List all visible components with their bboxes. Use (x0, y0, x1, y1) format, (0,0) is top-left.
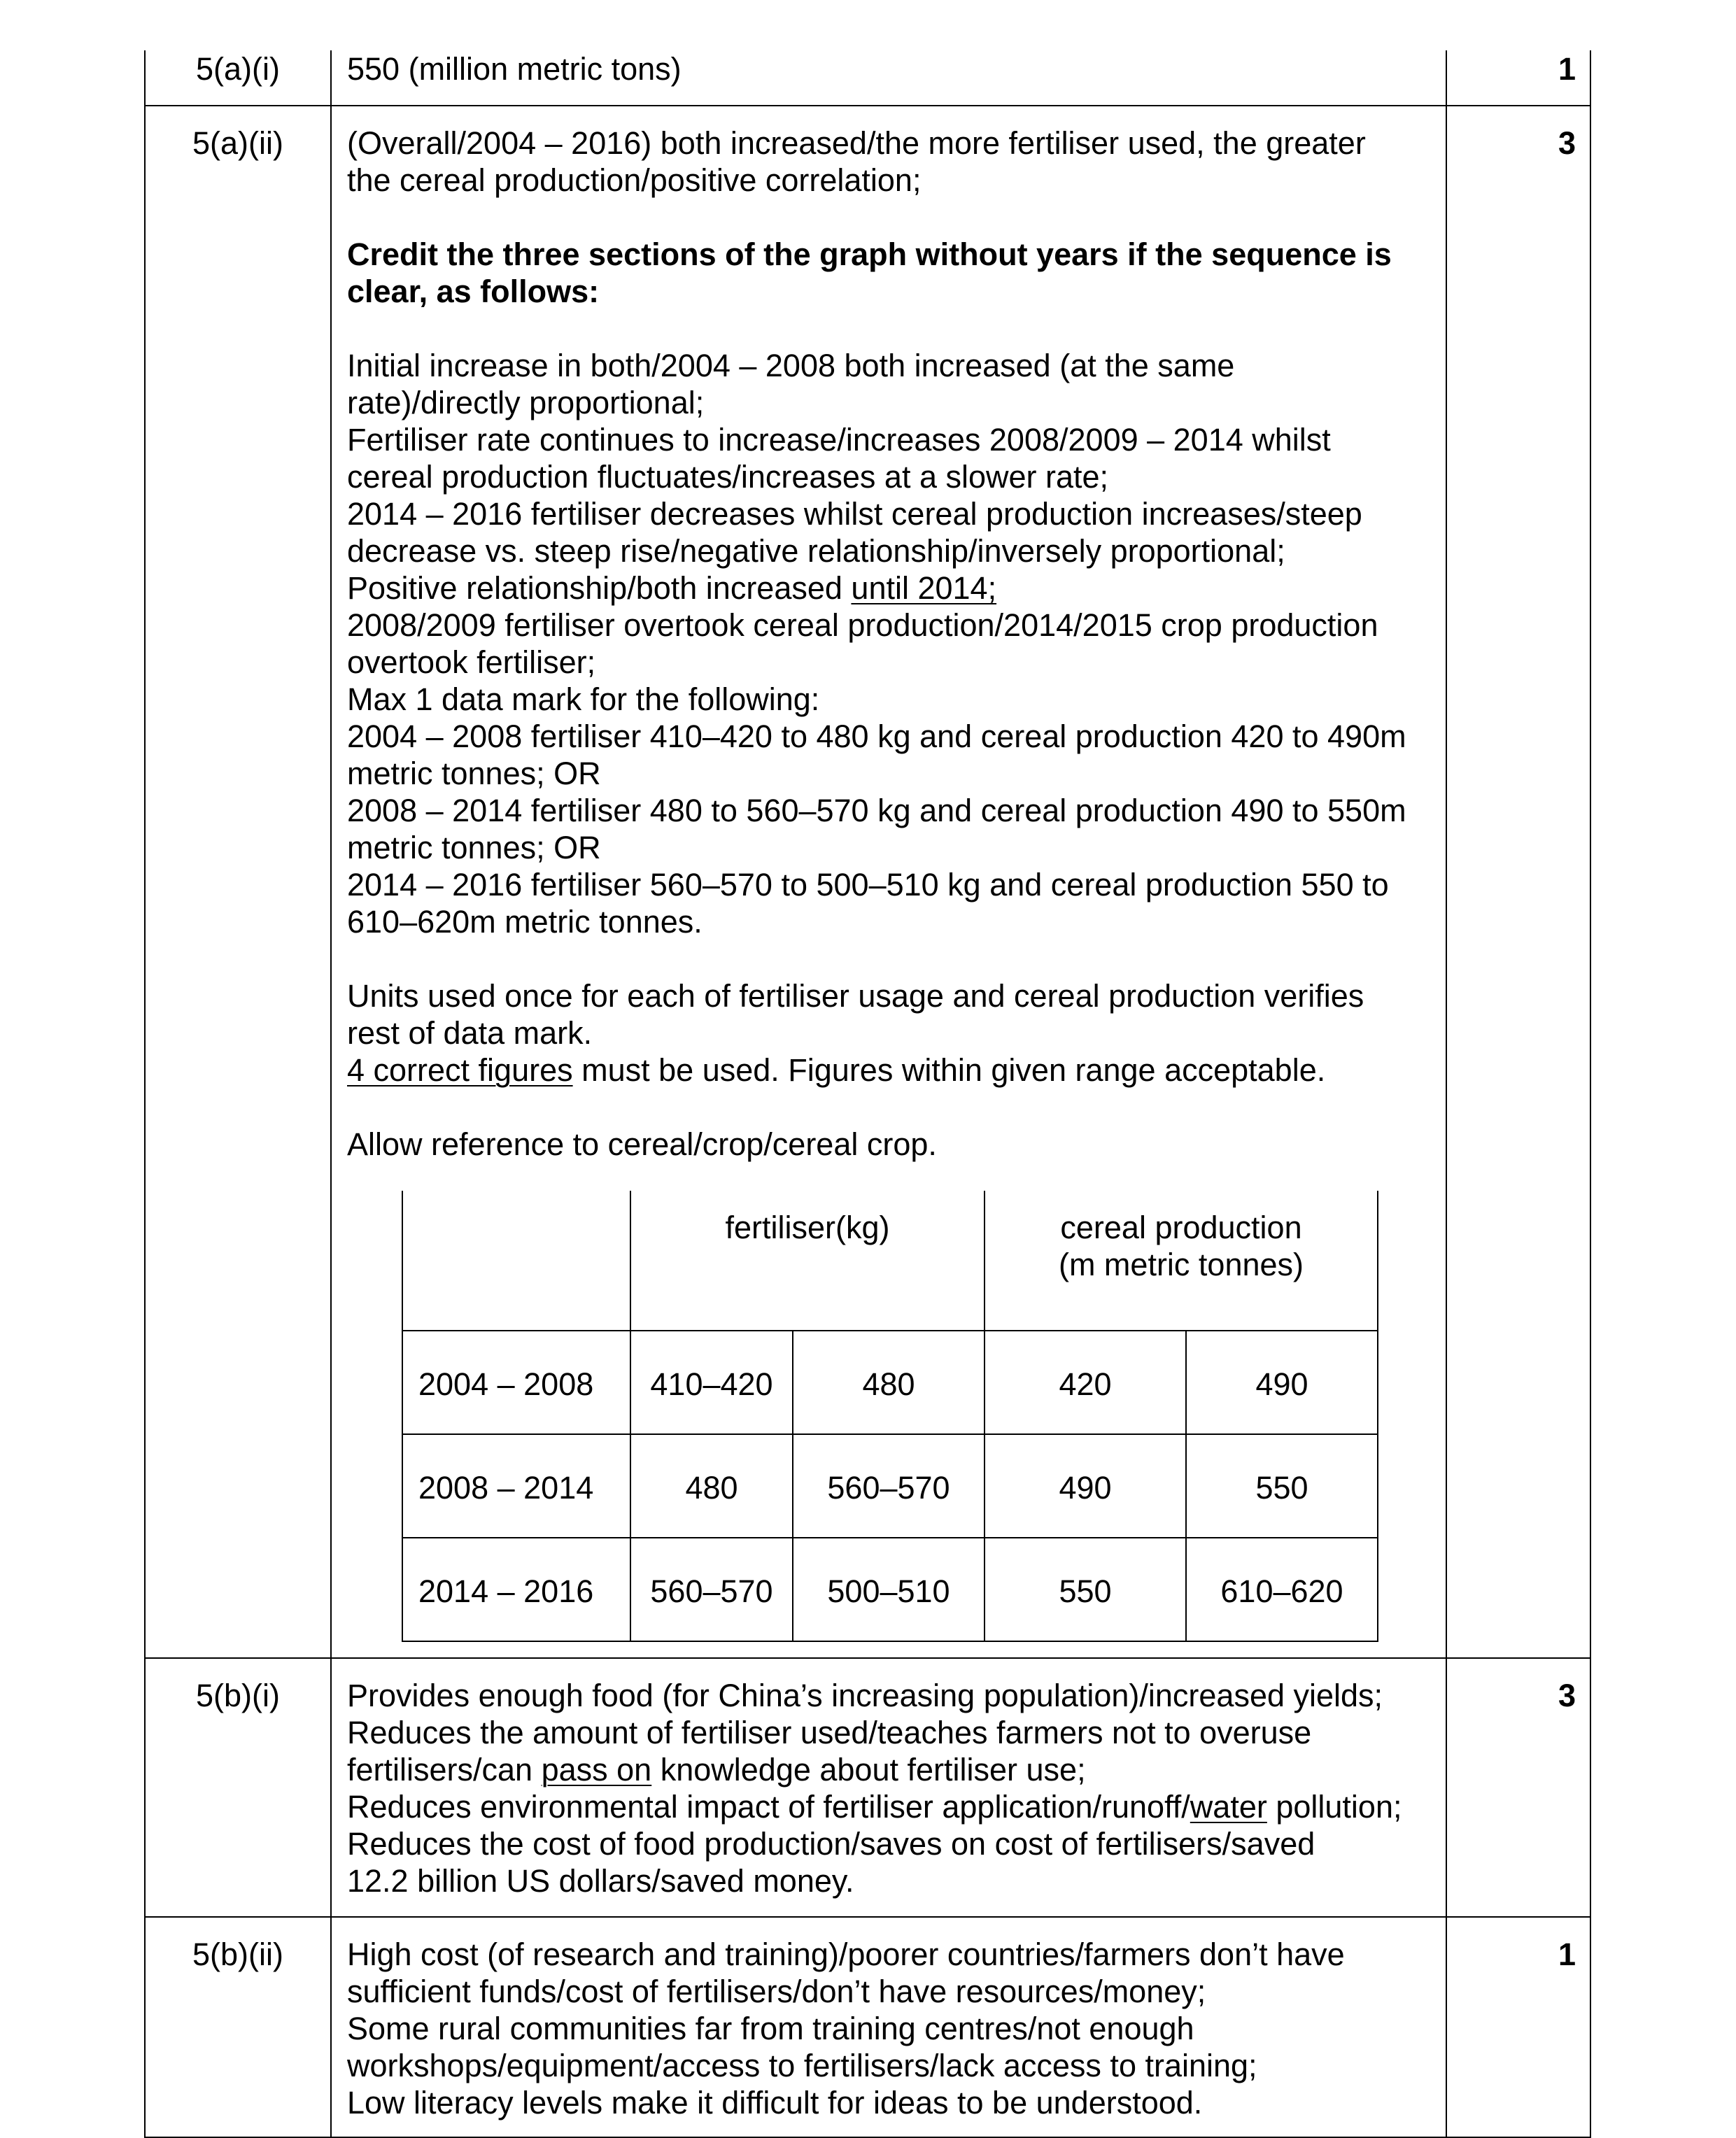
answer-line: Reduces the cost of food production/saves on cost of fertilisers/saved (347, 1826, 1315, 1862)
cereal-start-cell: 420 (985, 1331, 1186, 1434)
answer-line: 610–620m metric tonnes. (347, 904, 703, 940)
answer-text: fertilisers/can (347, 1752, 542, 1787)
header-cereal-line: cereal production (1060, 1210, 1302, 1245)
header-cereal-production (985, 1191, 1378, 1331)
marks-value: 3 (1446, 1658, 1590, 1917)
guidance-heading: Credit the three sections of the graph without years if the sequence is (347, 236, 1392, 272)
fertiliser-start-cell: 410–420 (630, 1331, 793, 1434)
answer-line: Units used once for each of fertiliser usage and cereal production verifies (347, 978, 1364, 1014)
answer-line: 2008 – 2014 fertiliser 480 to 560–570 kg and cereal production 490 to 550m (347, 793, 1406, 828)
answer-line: (Overall/2004 – 2016) both increased/the more fertiliser used, the greater (347, 125, 1366, 161)
answer-line: 2004 – 2008 fertiliser 410–420 to 480 kg and cereal production 420 to 490m (347, 718, 1406, 754)
answer-line: rest of data mark. (347, 1015, 593, 1051)
answer-line: 2014 – 2016 fertiliser decreases whilst cereal production increases/steep (347, 496, 1362, 532)
answer-line: Allow reference to cereal/crop/cereal crop. (347, 1126, 937, 1162)
period-cell: 2004 – 2008 (402, 1331, 630, 1434)
data-table-corner-cell (402, 1191, 630, 1331)
answer-cell (331, 1917, 1446, 2137)
answer-line: metric tonnes; OR (347, 830, 601, 865)
answer-text: Reduces environmental impact of fertiliser application/runoff/ (347, 1789, 1190, 1825)
answer-line: Initial increase in both/2004 – 2008 both increased (at the same (347, 348, 1235, 383)
answer-line: 2008/2009 fertiliser overtook cereal production/2014/2015 crop production (347, 607, 1378, 643)
mark-scheme-row (145, 1658, 1590, 1917)
period-cell: 2008 – 2014 (402, 1434, 630, 1538)
mark-scheme-row (145, 50, 1590, 106)
question-number: 5(a)(ii) (145, 106, 331, 1658)
answer-line: Max 1 data mark for the following: (347, 681, 820, 717)
marks-value: 1 (1446, 1917, 1590, 2137)
underlined-text: until 2014; (851, 570, 997, 606)
data-table-row (402, 1331, 1378, 1434)
answer-line: sufficient funds/cost of fertilisers/don’t have resources/money; (347, 1974, 1206, 2009)
answer-text: knowledge about fertiliser use; (651, 1752, 1086, 1787)
data-table-row (402, 1538, 1378, 1641)
answer-text: pollution; (1266, 1789, 1402, 1825)
answer-line: the cereal production/positive correlation; (347, 162, 922, 198)
fertiliser-end-cell: 480 (793, 1331, 985, 1434)
mark-scheme-page (144, 50, 1590, 2138)
underlined-text: pass on (541, 1752, 652, 1787)
answer-line: 2014 – 2016 fertiliser 560–570 to 500–510 kg and cereal production 550 to (347, 867, 1389, 902)
mark-scheme-row (145, 1917, 1590, 2137)
answer-line: Provides enough food (for China’s increasing population)/increased yields; (347, 1678, 1383, 1713)
period-cell: 2014 – 2016 (402, 1538, 630, 1641)
header-cereal-line: (m metric tonnes) (1058, 1247, 1304, 1282)
fertiliser-end-cell: 560–570 (793, 1434, 985, 1538)
answer-line: overtook fertiliser; (347, 644, 596, 680)
answer-cell (331, 1658, 1446, 1917)
cereal-end-cell: 550 (1186, 1434, 1378, 1538)
cereal-start-cell: 490 (985, 1434, 1186, 1538)
underlined-text: water (1190, 1789, 1267, 1825)
answer-line: Some rural communities far from training centres/not enough (347, 2011, 1194, 2046)
cereal-end-cell: 610–620 (1186, 1538, 1378, 1641)
fertiliser-start-cell: 560–570 (630, 1538, 793, 1641)
answer-cell (331, 50, 1446, 106)
marks-value: 1 (1446, 50, 1590, 106)
fertiliser-end-cell: 500–510 (793, 1538, 985, 1641)
header-fertiliser: fertiliser(kg) (630, 1191, 985, 1331)
answer-line: rate)/directly proportional; (347, 385, 705, 420)
answer-line: Low literacy levels make it difficult for ideas to be understood. (347, 2085, 1203, 2121)
cereal-start-cell: 550 (985, 1538, 1186, 1641)
answer-text: Positive relationship/both increased (347, 570, 852, 606)
data-range-table (402, 1191, 1378, 1642)
answer-line: Fertiliser rate continues to increase/increases 2008/2009 – 2014 whilst (347, 422, 1331, 458)
answer-line (347, 1751, 1433, 1788)
answer-line (347, 569, 1433, 607)
data-table-header-row (402, 1191, 1378, 1331)
question-number: 5(a)(i) (145, 50, 331, 106)
data-table-row (402, 1434, 1378, 1538)
question-number: 5(b)(i) (145, 1658, 331, 1917)
answer-line: metric tonnes; OR (347, 756, 601, 791)
answer-line: cereal production fluctuates/increases at a slower rate; (347, 459, 1109, 495)
answer-text: must be used. Figures within given range acceptable. (572, 1052, 1326, 1088)
guidance-heading: clear, as follows: (347, 274, 600, 309)
answer-line: 12.2 billion US dollars/saved money. (347, 1863, 854, 1899)
answer-line (347, 1052, 1433, 1089)
fertiliser-start-cell: 480 (630, 1434, 793, 1538)
cereal-end-cell: 490 (1186, 1331, 1378, 1434)
answer-line: decrease vs. steep rise/negative relationship/inversely proportional; (347, 533, 1285, 569)
question-number: 5(b)(ii) (145, 1917, 331, 2137)
answer-line: workshops/equipment/access to fertilisers/lack access to training; (347, 2048, 1257, 2083)
mark-scheme-table (144, 50, 1591, 2138)
underlined-text: 4 correct figures (347, 1052, 573, 1088)
answer-line (347, 1788, 1433, 1825)
mark-scheme-row (145, 106, 1590, 1658)
answer-cell (331, 106, 1446, 1658)
answer-line: Reduces the amount of fertiliser used/teaches farmers not to overuse (347, 1715, 1312, 1750)
answer-line: 550 (million metric tons) (347, 51, 682, 87)
answer-line: High cost (of research and training)/poorer countries/farmers don’t have (347, 1937, 1345, 1972)
marks-value: 3 (1446, 106, 1590, 1658)
